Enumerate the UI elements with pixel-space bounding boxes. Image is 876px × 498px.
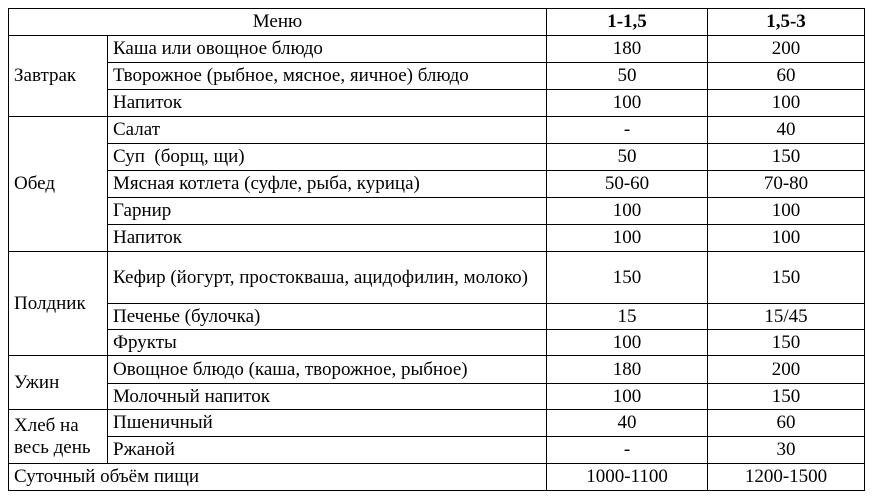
table-row [9, 63, 865, 90]
portion-age-2: 100 [708, 198, 865, 225]
table-row [9, 356, 865, 384]
portion-age-1: 100 [547, 384, 708, 410]
portion-age-1: 50-60 [547, 171, 708, 198]
dish-name: Салат [108, 117, 547, 144]
header-age-1: 1-1,5 [547, 9, 708, 36]
dish-name: Творожное (рыбное, мясное, яичное) блюдо [108, 63, 547, 90]
portion-age-1: 150 [547, 252, 708, 304]
portion-age-1: 15 [547, 304, 708, 330]
total-row [9, 464, 865, 491]
portion-age-2: 60 [708, 63, 865, 90]
portion-age-1: 100 [547, 225, 708, 252]
portion-age-1: 50 [547, 63, 708, 90]
table-row [9, 198, 865, 225]
table-row [9, 117, 865, 144]
dish-name: Каша или овощное блюдо [108, 36, 547, 63]
table-row [9, 330, 865, 356]
dish-name: Ржаной [108, 437, 547, 464]
portion-age-1: 100 [547, 198, 708, 225]
header-menu: Меню [9, 9, 547, 36]
portion-age-2: 15/45 [708, 304, 865, 330]
table-row [9, 90, 865, 117]
dish-name: Мясная котлета (суфле, рыба, курица) [108, 171, 547, 198]
portion-age-1: 100 [547, 90, 708, 117]
menu-table [8, 8, 865, 491]
portion-age-2: 70-80 [708, 171, 865, 198]
table-row [9, 36, 865, 63]
portion-age-1: - [547, 117, 708, 144]
dish-name: Напиток [108, 225, 547, 252]
meal-name: Завтрак [9, 36, 108, 117]
portion-age-2: 100 [708, 90, 865, 117]
dish-name: Кефир (йогурт, простокваша, ацидофилин, молоко) [108, 252, 547, 304]
portion-age-1: 50 [547, 144, 708, 171]
portion-age-2: 150 [708, 330, 865, 356]
portion-age-1: 40 [547, 410, 708, 437]
dish-name: Печенье (булочка) [108, 304, 547, 330]
table-row [9, 225, 865, 252]
total-age-2: 1200-1500 [708, 464, 865, 491]
portion-age-2: 200 [708, 36, 865, 63]
total-age-1: 1000-1100 [547, 464, 708, 491]
dish-name: Напиток [108, 90, 547, 117]
table-row [9, 171, 865, 198]
portion-age-2: 200 [708, 356, 865, 384]
portion-age-2: 40 [708, 117, 865, 144]
portion-age-2: 60 [708, 410, 865, 437]
table-row [9, 304, 865, 330]
dish-name: Гарнир [108, 198, 547, 225]
portion-age-1: 180 [547, 36, 708, 63]
table-row [9, 252, 865, 304]
table-row [9, 144, 865, 171]
dish-name: Суп (борщ, щи) [108, 144, 547, 171]
meal-name: Ужин [9, 356, 108, 410]
header-age-2: 1,5-3 [708, 9, 865, 36]
header-row [9, 9, 865, 36]
meal-name: Хлеб на весь день [9, 410, 108, 464]
dish-name: Молочный напиток [108, 384, 547, 410]
portion-age-2: 100 [708, 225, 865, 252]
total-label: Суточный объём пищи [9, 464, 547, 491]
meal-name: Полдник [9, 252, 108, 356]
portion-age-2: 150 [708, 252, 865, 304]
portion-age-2: 150 [708, 144, 865, 171]
table-row [9, 410, 865, 437]
dish-name: Фрукты [108, 330, 547, 356]
table-row [9, 384, 865, 410]
meal-name: Обед [9, 117, 108, 252]
portion-age-1: 100 [547, 330, 708, 356]
table-row [9, 437, 865, 464]
dish-name: Пшеничный [108, 410, 547, 437]
portion-age-2: 150 [708, 384, 865, 410]
portion-age-1: 180 [547, 356, 708, 384]
portion-age-1: - [547, 437, 708, 464]
dish-name: Овощное блюдо (каша, творожное, рыбное) [108, 356, 547, 384]
portion-age-2: 30 [708, 437, 865, 464]
